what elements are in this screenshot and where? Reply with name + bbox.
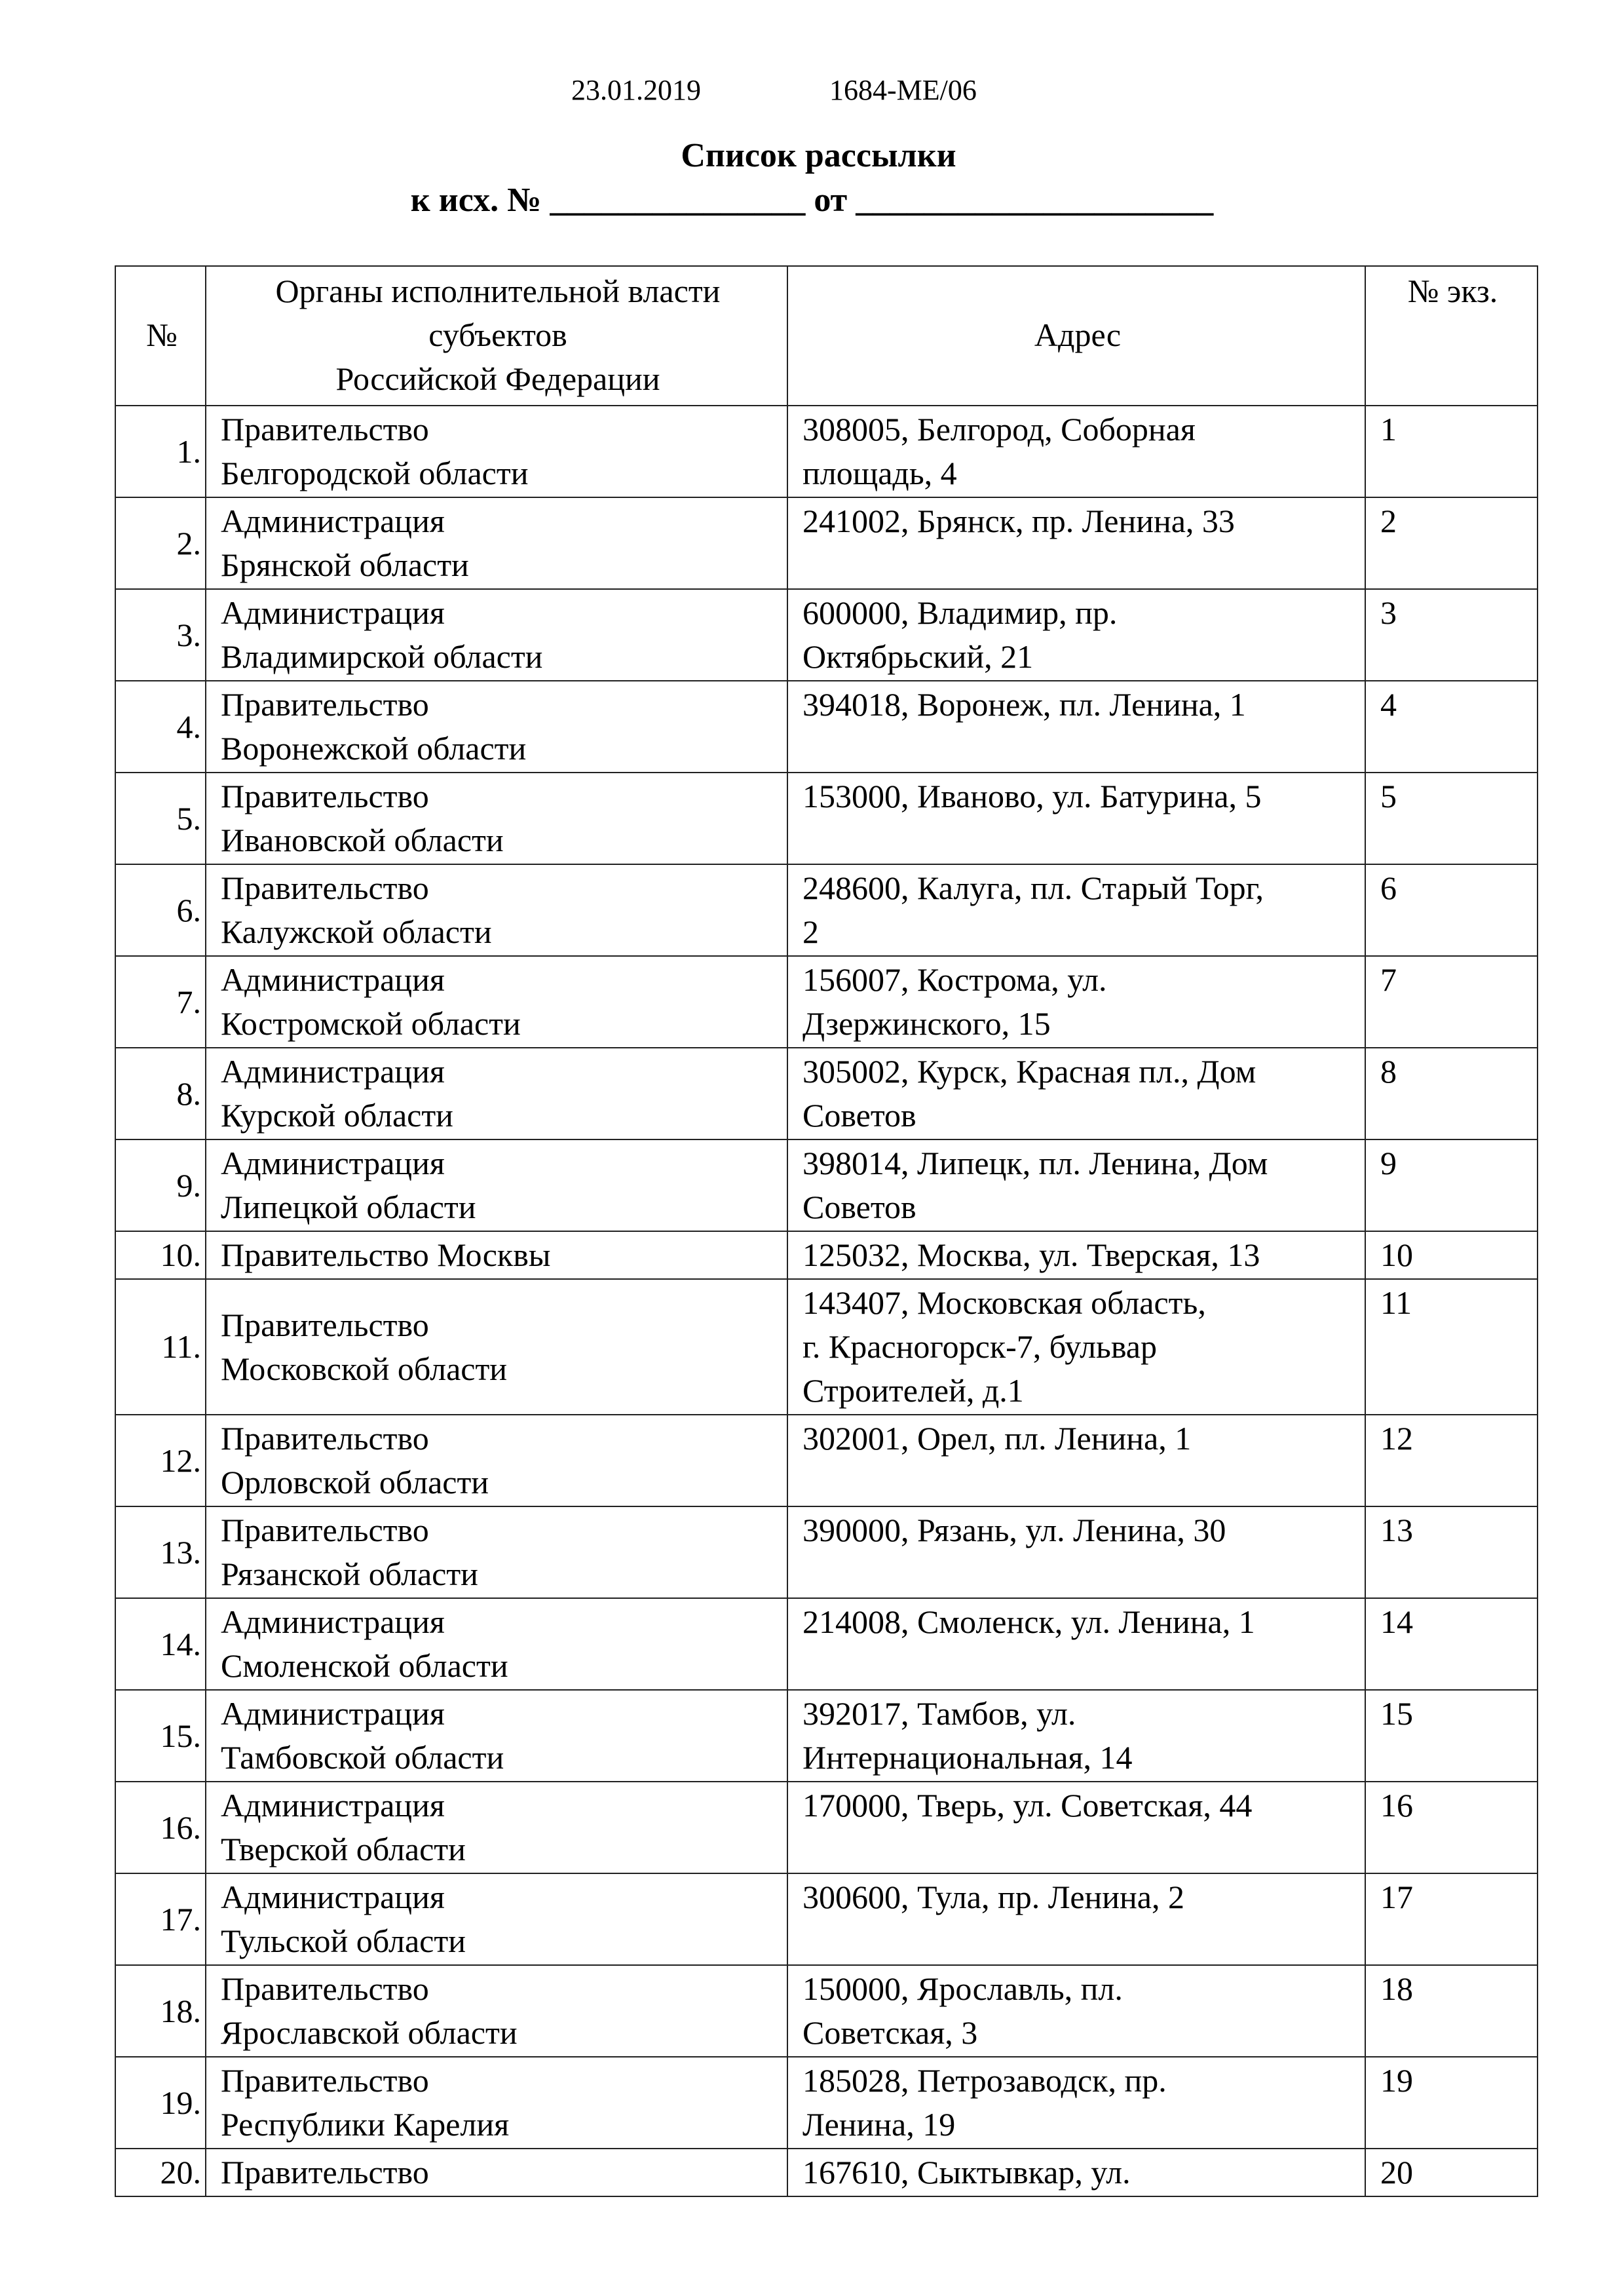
table-row	[115, 864, 1538, 956]
table-row	[115, 681, 1538, 773]
table-row	[115, 406, 1538, 497]
row-address	[787, 1690, 1365, 1782]
address-line: 153000, Иваново, ул. Батурина, 5	[803, 778, 1262, 814]
organization-line: Воронежской области	[221, 730, 527, 767]
address-line: Ленина, 19	[803, 2106, 956, 2143]
organization-line: Правительство Москвы	[221, 1236, 551, 1273]
address-line: Советов	[803, 1189, 916, 1225]
organization-line: Рязанской области	[221, 1556, 478, 1592]
table-row	[115, 773, 1538, 864]
organization-line: Республики Карелия	[221, 2106, 510, 2143]
organization-line: Правительство	[221, 2062, 429, 2099]
table-row	[115, 1873, 1538, 1965]
row-organization	[206, 1139, 787, 1231]
row-organization	[206, 1782, 787, 1873]
address-line: 302001, Орел, пл. Ленина, 1	[803, 1420, 1192, 1457]
row-address	[787, 1965, 1365, 2057]
row-number: 18.	[115, 1965, 206, 2057]
row-organization	[206, 2057, 787, 2149]
table-row	[115, 1965, 1538, 2057]
row-copy-number: 14	[1365, 1598, 1538, 1690]
row-organization	[206, 1415, 787, 1506]
row-address	[787, 1279, 1365, 1415]
organization-line: Тверской области	[221, 1831, 466, 1867]
row-number: 11.	[115, 1279, 206, 1415]
row-organization	[206, 864, 787, 956]
address-line: Октябрьский, 21	[803, 638, 1034, 675]
address-line: Интернациональная, 14	[803, 1739, 1133, 1776]
table-row	[115, 589, 1538, 681]
address-line: 143407, Московская область,	[803, 1284, 1206, 1321]
row-address	[787, 1873, 1365, 1965]
row-address	[787, 1231, 1365, 1279]
row-number: 14.	[115, 1598, 206, 1690]
organization-line: Правительство	[221, 1970, 429, 2007]
header-org-line: Российской Федерации	[335, 360, 660, 397]
address-line: г. Красногорск-7, бульвар	[803, 1328, 1157, 1365]
organization-line: Правительство	[221, 1512, 429, 1548]
table-row	[115, 1690, 1538, 1782]
organization-line: Правительство	[221, 870, 429, 906]
address-line: 248600, Калуга, пл. Старый Торг,	[803, 870, 1264, 906]
row-copy-number: 17	[1365, 1873, 1538, 1965]
row-organization	[206, 1873, 787, 1965]
address-line: площадь, 4	[803, 455, 957, 491]
page-title: Список рассылки	[681, 137, 956, 174]
organization-line: Правительство	[221, 1306, 429, 1343]
header-copy: № экз.	[1365, 266, 1538, 406]
address-line: 600000, Владимир, пр.	[803, 594, 1118, 631]
address-line: 2	[803, 913, 819, 950]
row-address	[787, 773, 1365, 864]
table-row	[115, 1048, 1538, 1139]
organization-line: Липецкой области	[221, 1189, 476, 1225]
row-organization	[206, 2149, 787, 2196]
row-copy-number: 6	[1365, 864, 1538, 956]
row-number: 3.	[115, 589, 206, 681]
row-address	[787, 1048, 1365, 1139]
row-address	[787, 681, 1365, 773]
row-organization	[206, 1279, 787, 1415]
row-number: 16.	[115, 1782, 206, 1873]
row-copy-number: 20	[1365, 2149, 1538, 2196]
table-row	[115, 956, 1538, 1048]
organization-line: Тульской области	[221, 1923, 466, 1959]
document-date: 23.01.2019	[571, 74, 701, 106]
table-row	[115, 1598, 1538, 1690]
address-line: 150000, Ярославль, пл.	[803, 1970, 1123, 2007]
row-copy-number: 7	[1365, 956, 1538, 1048]
address-line: 305002, Курск, Красная пл., Дом	[803, 1053, 1256, 1090]
row-copy-number: 9	[1365, 1139, 1538, 1231]
organization-line: Администрация	[221, 961, 445, 998]
row-address	[787, 1139, 1365, 1231]
page-subtitle: к исх. № _______________ от _____________________	[410, 182, 1214, 219]
table-row	[115, 1279, 1538, 1415]
row-number: 19.	[115, 2057, 206, 2149]
organization-line: Администрация	[221, 503, 445, 539]
table-row	[115, 497, 1538, 589]
address-line: Строителей, д.1	[803, 1372, 1024, 1409]
row-organization	[206, 1231, 787, 1279]
organization-line: Администрация	[221, 1603, 445, 1640]
row-number: 15.	[115, 1690, 206, 1782]
row-number: 5.	[115, 773, 206, 864]
address-line: 167610, Сыктывкар, ул.	[803, 2154, 1131, 2191]
address-line: 390000, Рязань, ул. Ленина, 30	[803, 1512, 1226, 1548]
address-line: 398014, Липецк, пл. Ленина, Дом	[803, 1145, 1268, 1181]
organization-line: Администрация	[221, 1879, 445, 1915]
row-address	[787, 1506, 1365, 1598]
organization-line: Правительство	[221, 686, 429, 723]
row-number: 20.	[115, 2149, 206, 2196]
registration-number: 1684-МЕ/06	[829, 74, 977, 106]
header-address: Адрес	[787, 266, 1365, 406]
header-org-line: Органы исполнительной власти	[275, 273, 721, 309]
organization-line: Владимирской области	[221, 638, 543, 675]
row-number: 4.	[115, 681, 206, 773]
organization-line: Администрация	[221, 1145, 445, 1181]
header-org-line: субъектов	[428, 316, 567, 353]
organization-line: Администрация	[221, 1695, 445, 1732]
organization-line: Администрация	[221, 1787, 445, 1824]
row-number: 13.	[115, 1506, 206, 1598]
row-number: 17.	[115, 1873, 206, 1965]
row-number: 7.	[115, 956, 206, 1048]
row-copy-number: 16	[1365, 1782, 1538, 1873]
row-copy-number: 18	[1365, 1965, 1538, 2057]
address-line: 214008, Смоленск, ул. Ленина, 1	[803, 1603, 1255, 1640]
row-copy-number: 19	[1365, 2057, 1538, 2149]
address-line: 392017, Тамбов, ул.	[803, 1695, 1076, 1732]
row-copy-number: 12	[1365, 1415, 1538, 1506]
row-organization	[206, 406, 787, 497]
table-header	[115, 266, 1538, 406]
organization-line: Правительство	[221, 2154, 429, 2191]
row-number: 2.	[115, 497, 206, 589]
row-address	[787, 2057, 1365, 2149]
row-address	[787, 864, 1365, 956]
row-copy-number: 5	[1365, 773, 1538, 864]
row-organization	[206, 1598, 787, 1690]
organization-line: Правительство	[221, 1420, 429, 1457]
row-address	[787, 589, 1365, 681]
row-copy-number: 1	[1365, 406, 1538, 497]
row-copy-number: 11	[1365, 1279, 1538, 1415]
address-line: 308005, Белгород, Соборная	[803, 411, 1196, 448]
table-body	[115, 406, 1538, 2196]
row-number: 1.	[115, 406, 206, 497]
row-address	[787, 1598, 1365, 1690]
table-row	[115, 1231, 1538, 1279]
table-row	[115, 1506, 1538, 1598]
mailing-table	[115, 265, 1538, 2197]
address-line: Советская, 3	[803, 2014, 978, 2051]
row-organization	[206, 497, 787, 589]
row-organization	[206, 956, 787, 1048]
row-address	[787, 1782, 1365, 1873]
organization-line: Ярославской области	[221, 2014, 518, 2051]
row-number: 6.	[115, 864, 206, 956]
row-address	[787, 1415, 1365, 1506]
organization-line: Орловской области	[221, 1464, 489, 1501]
organization-line: Правительство	[221, 411, 429, 448]
row-organization	[206, 1965, 787, 2057]
table-row	[115, 1415, 1538, 1506]
row-number: 9.	[115, 1139, 206, 1231]
organization-line: Брянской области	[221, 546, 469, 583]
organization-line: Московской области	[221, 1350, 508, 1387]
row-address	[787, 497, 1365, 589]
organization-line: Калужской области	[221, 913, 492, 950]
address-line: Дзержинского, 15	[803, 1005, 1051, 1042]
address-line: 241002, Брянск, пр. Ленина, 33	[803, 503, 1235, 539]
organization-line: Курской области	[221, 1097, 453, 1134]
address-line: 394018, Воронеж, пл. Ленина, 1	[803, 686, 1246, 723]
address-line: Советов	[803, 1097, 916, 1134]
row-organization	[206, 773, 787, 864]
address-line: 300600, Тула, пр. Ленина, 2	[803, 1879, 1184, 1915]
row-copy-number: 15	[1365, 1690, 1538, 1782]
row-address	[787, 2149, 1365, 2196]
organization-line: Смоленской области	[221, 1647, 508, 1684]
row-copy-number: 13	[1365, 1506, 1538, 1598]
organization-line: Ивановской области	[221, 822, 504, 858]
row-organization	[206, 1506, 787, 1598]
header-org	[206, 266, 787, 406]
row-copy-number: 4	[1365, 681, 1538, 773]
address-line: 156007, Кострома, ул.	[803, 961, 1107, 998]
table-row	[115, 1782, 1538, 1873]
address-line: 170000, Тверь, ул. Советская, 44	[803, 1787, 1253, 1824]
row-copy-number: 10	[1365, 1231, 1538, 1279]
organization-line: Администрация	[221, 1053, 445, 1090]
row-copy-number: 3	[1365, 589, 1538, 681]
address-line: 185028, Петрозаводск, пр.	[803, 2062, 1167, 2099]
row-number: 10.	[115, 1231, 206, 1279]
row-organization	[206, 1690, 787, 1782]
row-copy-number: 2	[1365, 497, 1538, 589]
row-organization	[206, 589, 787, 681]
header-num: №	[115, 266, 206, 406]
row-organization	[206, 1048, 787, 1139]
row-number: 12.	[115, 1415, 206, 1506]
organization-line: Белгородской области	[221, 455, 529, 491]
organization-line: Тамбовской области	[221, 1739, 504, 1776]
row-number: 8.	[115, 1048, 206, 1139]
address-line: 125032, Москва, ул. Тверская, 13	[803, 1236, 1260, 1273]
table-row	[115, 1139, 1538, 1231]
table-row	[115, 2149, 1538, 2196]
row-organization	[206, 681, 787, 773]
row-address	[787, 956, 1365, 1048]
organization-line: Костромской области	[221, 1005, 521, 1042]
organization-line: Администрация	[221, 594, 445, 631]
table-row	[115, 2057, 1538, 2149]
row-copy-number: 8	[1365, 1048, 1538, 1139]
organization-line: Правительство	[221, 778, 429, 814]
row-address	[787, 406, 1365, 497]
